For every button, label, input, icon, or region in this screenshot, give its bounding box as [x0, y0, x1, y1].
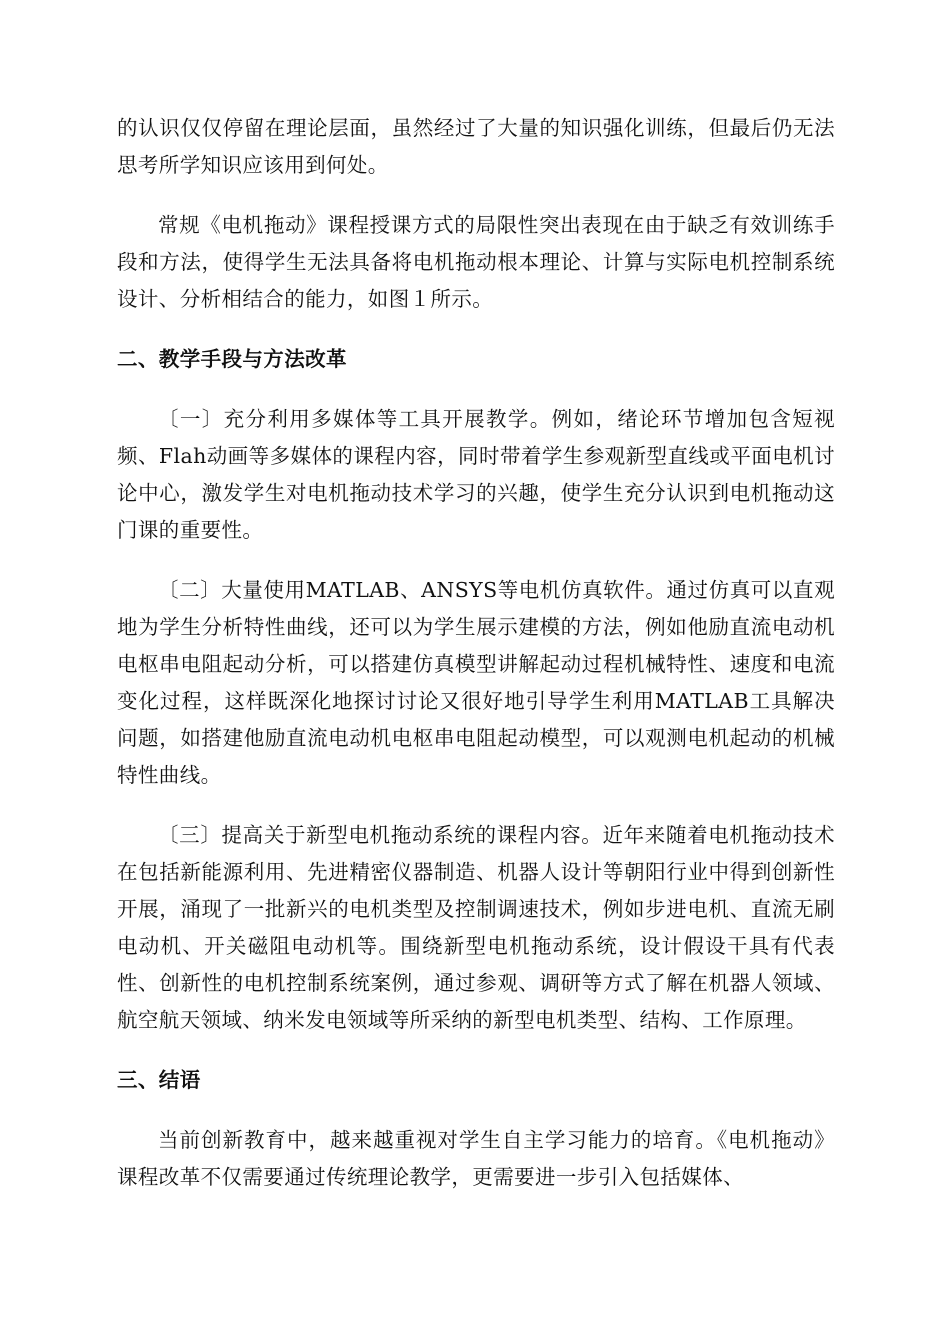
paragraph-continuation: 的认识仅仅停留在理论层面，虽然经过了大量的知识强化训练，但最后仍无法思考所学知识应该用到何处。 [117, 116, 835, 177]
paragraph-conclusion: 当前创新教育中，越来越重视对学生自主学习能力的培育。《电机拖动》课程改革不仅需要通过传统理论教学，更需要进一步引入包括媒体、 [117, 1128, 835, 1189]
paragraph-new-systems: 〔三〕提高关于新型电机拖动系统的课程内容。近年来随着电机拖动技术在包括新能源利用、先进精密仪器制造、机器人设计等朝阳行业中得到创新性开展，涌现了一批新兴的电机类型及控制调速技术，例如步进电机、直流无刷电动机、开关磁阻电动机等。围绕新型电机拖动系统，设计假设干具有代表性、创新性的电机控制系统案例，通过参观、调研等方式了解在机器人领域、航空航天领域、纳米发电领域等所采纳的新型电机类型、结构、工作原理。 [117, 823, 835, 1032]
section-heading-conclusion: 三、结语 [117, 1068, 201, 1092]
section-heading-reform: 二、教学手段与方法改革 [117, 347, 347, 371]
paragraph-simulation: 〔二〕大量使用MATLAB、ANSYS等电机仿真软件。通过仿真可以直观地为学生分析特性曲线，还可以为学生展示建模的方法，例如他励直流电动机电枢串电阻起动分析，可以搭建仿真模型讲解起动过程机械特性、速度和电流变化过程，这样既深化地探讨讨论又很好地引导学生利用MATLAB工具解决问题，如搭建他励直流电动机电枢串电阻起动模型，可以观测电机起动的机械特性曲线。 [117, 578, 835, 787]
paragraph-conventional-teaching: 常规《电机拖动》课程授课方式的局限性突出表现在由于缺乏有效训练手段和方法，使得学生无法具备将电机拖动根本理论、计算与实际电机控制系统设计、分析相结合的能力，如图１所示。 [117, 213, 835, 311]
document-page [117, 110, 835, 1196]
paragraph-multimedia: 〔一〕充分利用多媒体等工具开展教学。例如，绪论环节增加包含短视频、Flah动画等多媒体的课程内容，同时带着学生参观新型直线或平面电机讨论中心，激发学生对电机拖动技术学习的兴趣，使学生充分认识到电机拖动这门课的重要性。 [117, 407, 835, 542]
